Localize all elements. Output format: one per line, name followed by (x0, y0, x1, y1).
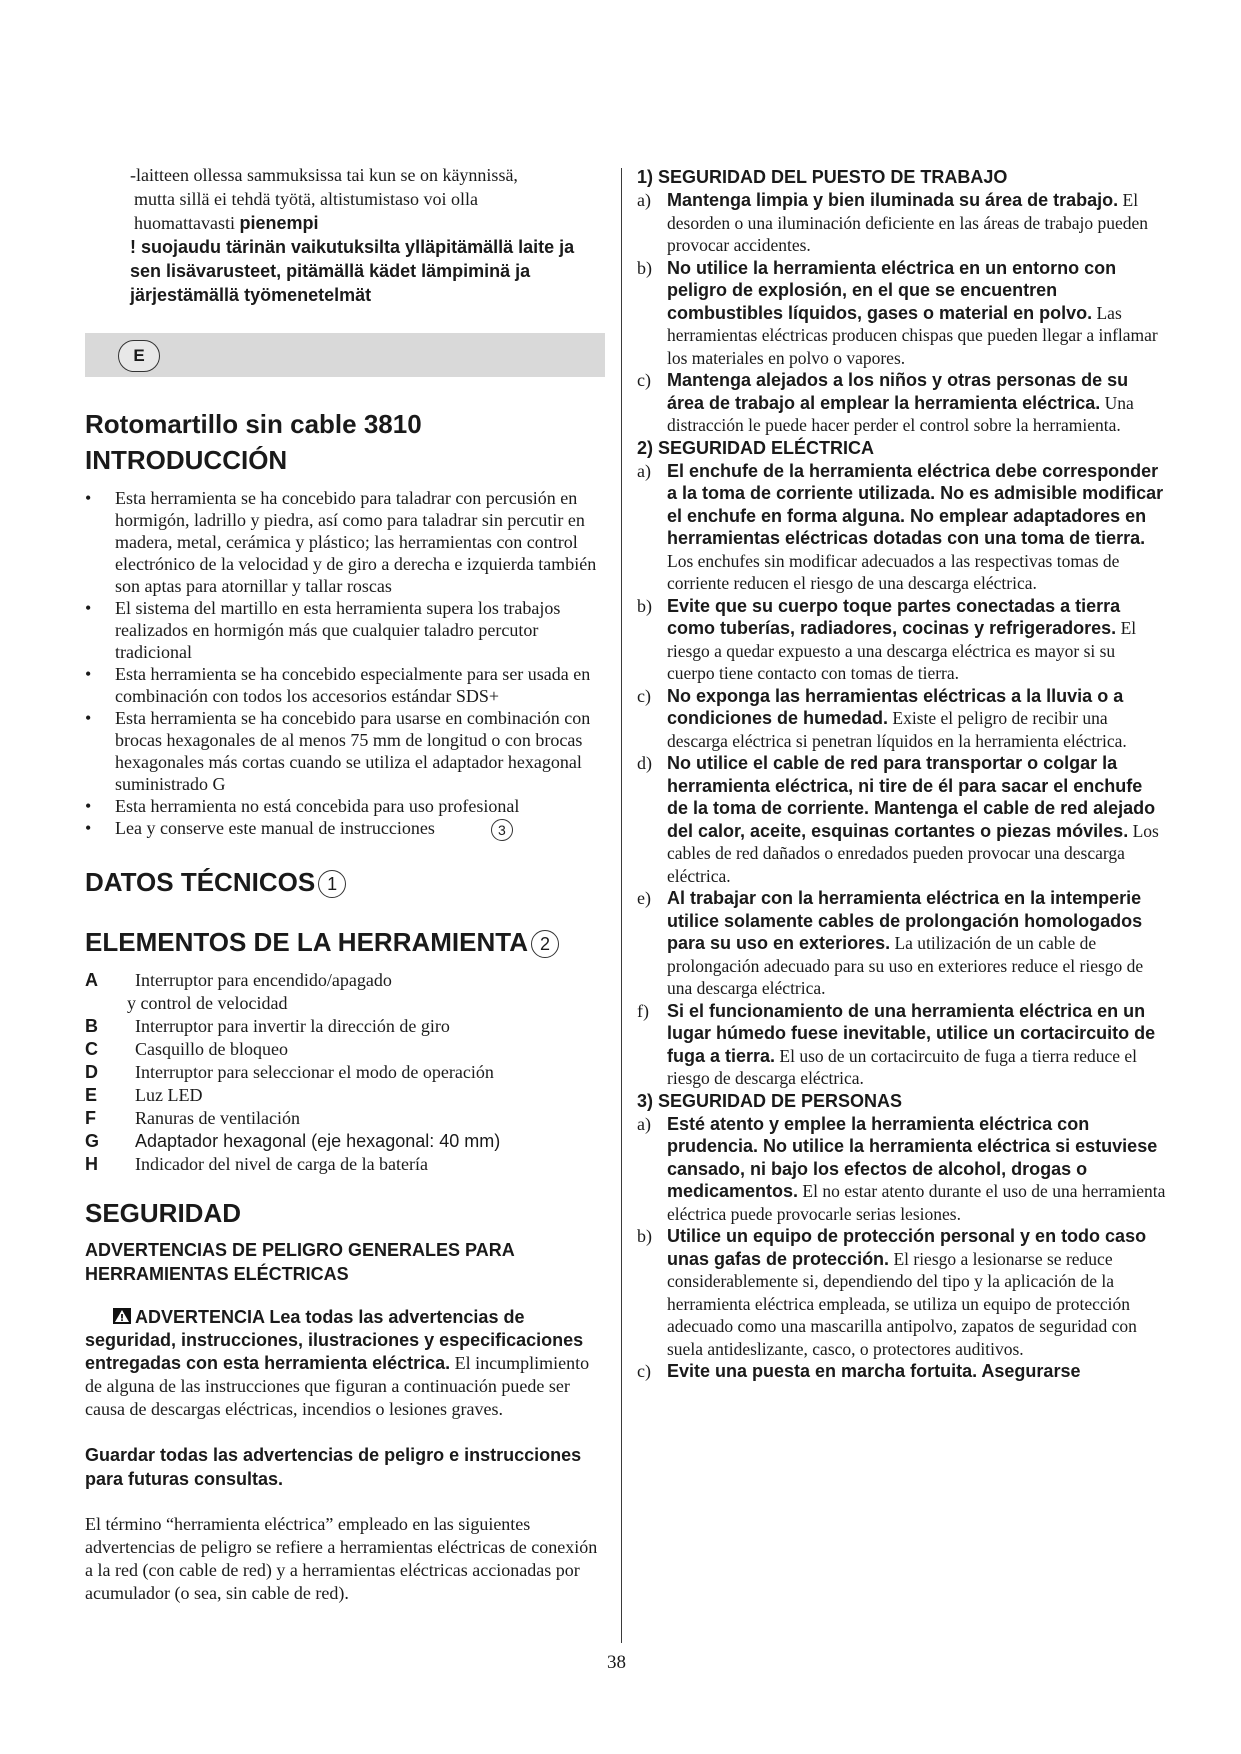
element-row: F Ranuras de ventilación (85, 1107, 300, 1128)
intro-heading: INTRODUCCIÓN (85, 445, 288, 475)
list-item: a) Mantenga limpia y bien iluminada su área de trabajo. El desorden o una iluminación deficiente en las áreas de trabajo pueden provocar accidentes. (637, 190, 1149, 255)
section-heading: 2) SEGURIDAD ELÉCTRICA (637, 437, 875, 458)
finnish-line: huomattavasti pienempi (134, 213, 319, 233)
list-item: f) Si el funcionamiento de una herramienta eléctrica en un lugar húmedo fuese inevitable, utilice un cortacircuito de fuga a tierra. El uso de un cortacircuito de fuga a tierra reduce el riesgo de descarga eléctrica. (637, 1000, 1156, 1088)
warning-bold: ADVERTENCIA Lea todas las advertencias de seguridad, instrucciones, ilustraciones y especificaciones entregadas con esta herramienta eléctrica. (85, 1306, 584, 1373)
element-row: E Luz LED (85, 1084, 203, 1105)
language-bar (85, 333, 605, 377)
element-row: C Casquillo de bloqueo (85, 1038, 288, 1059)
figure-ref-1: 1 (318, 870, 346, 898)
figure-ref-3: 3 (491, 819, 513, 841)
safety-subheading: ADVERTENCIAS DE PELIGRO GENERALES PARA HERRAMIENTAS ELÉCTRICAS (85, 1239, 515, 1284)
element-row: y control de velocidad (127, 992, 288, 1013)
left-column (85, 163, 605, 1605)
term-paragraph: El término “herramienta eléctrica” empleado en las siguientes advertencias de peligro se refiere a herramientas eléctricas de conexión a la red (con cable de red) y a herramientas eléctricas accionadas por acumulador (o sea, sin cable de red). (85, 1513, 598, 1603)
keep-instructions: Guardar todas las advertencias de peligro e instrucciones para futuras consultas. (85, 1444, 582, 1489)
element-row: H Indicador del nivel de carga de la batería (85, 1153, 429, 1174)
list-item: • Esta herramienta se ha concebido para usarse en combinación con brocas hexagonales de al menos 75 mm de longitud o con brocas hexagonales más cortas cuando se utiliza el adaptador hexagonal suministrado G (85, 707, 605, 795)
section-heading: 1) SEGURIDAD DEL PUESTO DE TRABAJO (637, 167, 1008, 187)
tech-data-heading: DATOS TÉCNICOS 1 (85, 863, 605, 901)
finnish-line: mutta sillä ei tehdä työtä, altistumistaso voi olla (134, 189, 478, 209)
list-item: • Esta herramienta no está concebida para uso profesional (85, 795, 605, 817)
element-row: D Interruptor para seleccionar el modo de operación (85, 1061, 494, 1082)
finnish-line: -laitteen ollessa sammuksissa tai kun se on käynnissä, (130, 165, 518, 185)
list-item: e) Al trabajar con la herramienta eléctrica en la intemperie utilice solamente cables de prolongación homologados para su uso en exteriores. La utilización de un cable de prolongación adecuado para su uso en exteriores reduce el riesgo de una descarga eléctrica. (637, 888, 1144, 998)
element-row: G Adaptador hexagonal (eje hexagonal: 40 mm) (85, 1130, 501, 1151)
element-row: A Interruptor para encendido/apagado (85, 969, 392, 990)
column-divider (621, 168, 622, 1643)
list-item: c) Evite una puesta en marcha fortuita. Asegurarse (637, 1361, 1081, 1381)
list-item: • Esta herramienta se ha concebido especialmente para ser usada en combinación con todos los accesorios estándar SDS+ (85, 663, 605, 707)
section-heading: 3) SEGURIDAD DE PERSONAS (637, 1090, 903, 1111)
language-badge: E (118, 340, 160, 372)
warning-triangle-icon (113, 1308, 131, 1324)
list-item: d) No utilice el cable de red para transportar o colgar la herramienta eléctrica, ni tire de él para sacar el enchufe de la toma de corriente. Mantenga el cable de red alejado del calor, aceite, esquinas cortantes o piezas móviles. Los cables de red dañados o enredados pueden provocar una descarga eléctrica. (637, 753, 1159, 886)
product-title: Rotomartillo sin cable 3810 (85, 409, 422, 439)
list-item: • Esta herramienta se ha concebido para taladrar con percusión en hormigón, ladrillo y piedra, así como para taladrar sin percutir en madera, metal, cerámica y plástico; las herramientas con control electrónico de la velocidad y de giro a derecha e izquierda también son aptas para atornillar y tallar roscas (85, 487, 605, 597)
list-item: • Lea y conserve este manual de instrucciones 3 (85, 817, 605, 841)
right-column (637, 166, 1167, 1383)
elements-heading: ELEMENTOS DE LA HERRAMIENTA 2 (85, 923, 605, 961)
warning-paragraph (85, 1306, 605, 1421)
list-item: b) No utilice la herramienta eléctrica en un entorno con peligro de explosión, en el que se encuentren combustibles líquidos, gases o material en polvo. Las herramientas eléctricas producen chispas que pueden llegar a inflamar los materiales en polvo o vapores. (637, 257, 1158, 368)
list-item: a) El enchufe de la herramienta eléctrica debe corresponder a la toma de corriente utilizada. No es admisible modificar el enchufe en forma alguna. No emplear adaptadores en herramientas eléctricas dotadas con una toma de tierra. Los enchufes sin modificar adecuados a las respectivas tomas de corriente reducen el riesgo de una descarga eléctrica. (637, 460, 1164, 593)
finnish-bold-note: ! suojaudu tärinän vaikutuksilta ylläpitämällä laite ja sen lisävarusteet, pitämällä kädet lämpiminä ja järjestämällä työmenetelmät (130, 237, 575, 305)
page-number: 38 (607, 1652, 626, 1673)
safety-heading: SEGURIDAD (85, 1197, 242, 1228)
element-row: B Interruptor para invertir la dirección de giro (85, 1015, 450, 1036)
list-item: c) Mantenga alejados a los niños y otras personas de su área de trabajo al emplear la herramienta eléctrica. Una distracción le puede hacer perder el control sobre la herramienta. (637, 370, 1134, 435)
list-item: • El sistema del martillo en esta herramienta supera los trabajos realizados en hormigón más que cualquier taladro percutor tradicional (85, 597, 605, 663)
finnish-paragraph (130, 163, 605, 235)
list-item: c) No exponga las herramientas eléctricas a la lluvia o a condiciones de humedad. Existe el peligro de recibir una descarga eléctrica si penetran líquidos en la herramienta eléctrica. (637, 685, 1127, 751)
elements-list (85, 969, 605, 1176)
list-item: b) Utilice un equipo de protección personal y en todo caso unas gafas de protección. El riesgo a lesionarse se reduce considerablemente si, dependiendo del tipo y la aplicación de la herramienta eléctrica empleada, se utiliza un equipo de protección adecuado como una mascarilla antipolvo, zapatos de seguridad con suela antideslizante, casco, o protectores auditivos. (637, 1226, 1147, 1359)
finnish-bold-word: pienempi (239, 213, 319, 233)
list-item: b) Evite que su cuerpo toque partes conectadas a tierra como tuberías, radiadores, cocinas y refrigeradores. El riesgo a quedar expuesto a una descarga eléctrica es mayor si su cuerpo tiene contacto con tomas de tierra. (637, 595, 1137, 683)
list-item: a) Esté atento y emplee la herramienta eléctrica con prudencia. No utilice la herramienta eléctrica si estuviese cansado, ni bajo los efectos de alcohol, drogas o medicamentos. El no estar atento durante el uso de una herramienta eléctrica puede provocarle serias lesiones. (637, 1113, 1166, 1224)
intro-bullets (85, 487, 605, 841)
warning-text: El incumplimiento de alguna de las instrucciones que figuran a continuación puede ser causa de descargas eléctricas, incendios o lesiones graves. (85, 1352, 590, 1419)
figure-ref-2: 2 (531, 930, 559, 958)
